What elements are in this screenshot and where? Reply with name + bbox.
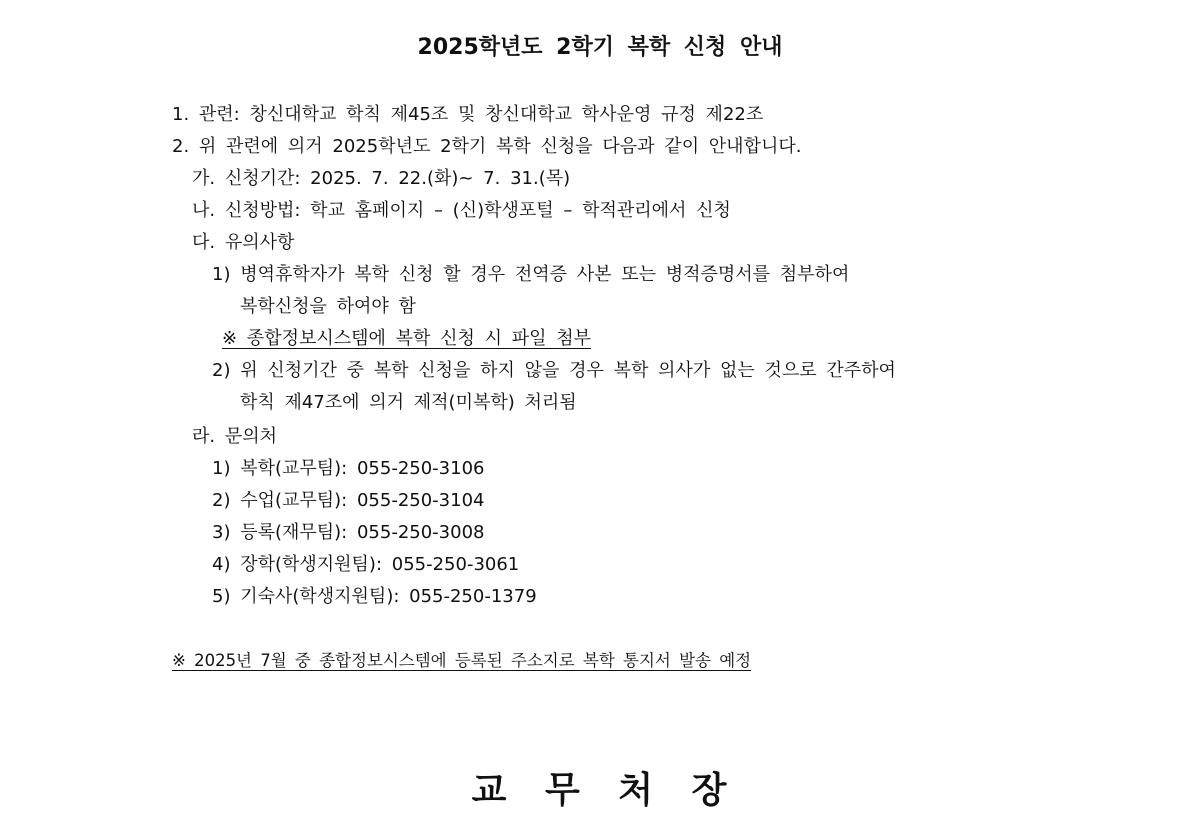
caution-1-line: 1) 병역휴학자가 복학 신청 할 경우 전역증 사본 또는 병적증명서를 첨부하여 [212,264,850,285]
application-method-line: 나. 신청방법: 학교 홈페이지 – (신)학생포털 – 학적관리에서 신청 [192,200,731,221]
caution-2-line: 2) 위 신청기간 중 복학 신청을 하지 않을 경우 복학 의사가 없는 것으로 간주하여 [212,360,896,381]
notification-note: ※ 2025년 7월 중 종합정보시스템에 등록된 주소지로 복학 통지서 발송 예정 [172,651,752,670]
application-period-line: 가. 신청기간: 2025. 7. 22.(화)~ 7. 31.(목) [192,168,571,189]
contact-item: 5) 기숙사(학생지원팀): 055-250-1379 [212,586,537,607]
notice-intro-line: 2. 위 관련에 의거 2025학년도 2학기 복학 신청을 다음과 같이 안내합니다. [172,136,802,157]
cautions-heading: 다. 유의사항 [192,232,295,253]
contact-item: 1) 복학(교무팀): 055-250-3106 [212,458,485,479]
contact-item: 2) 수업(교무팀): 055-250-3104 [212,490,485,511]
attachment-note: ※ 종합정보시스템에 복학 신청 시 파일 첨부 [222,328,592,349]
caution-2-continuation: 학칙 제47조에 의거 제적(미복학) 처리됨 [240,392,577,413]
related-regulations-line: 1. 관련: 창신대학교 학칙 제45조 및 창신대학교 학사운영 규정 제22조 [172,104,764,125]
contact-item: 4) 장학(학생지원팀): 055-250-3061 [212,554,520,575]
document-title: 2025학년도 2학기 복학 신청 안내 [417,35,783,60]
signature: 교 무 처 장 [471,770,729,811]
contact-item: 3) 등록(재무팀): 055-250-3008 [212,522,485,543]
caution-1-continuation: 복학신청을 하여야 함 [240,296,416,317]
contacts-heading: 라. 문의처 [192,426,277,447]
